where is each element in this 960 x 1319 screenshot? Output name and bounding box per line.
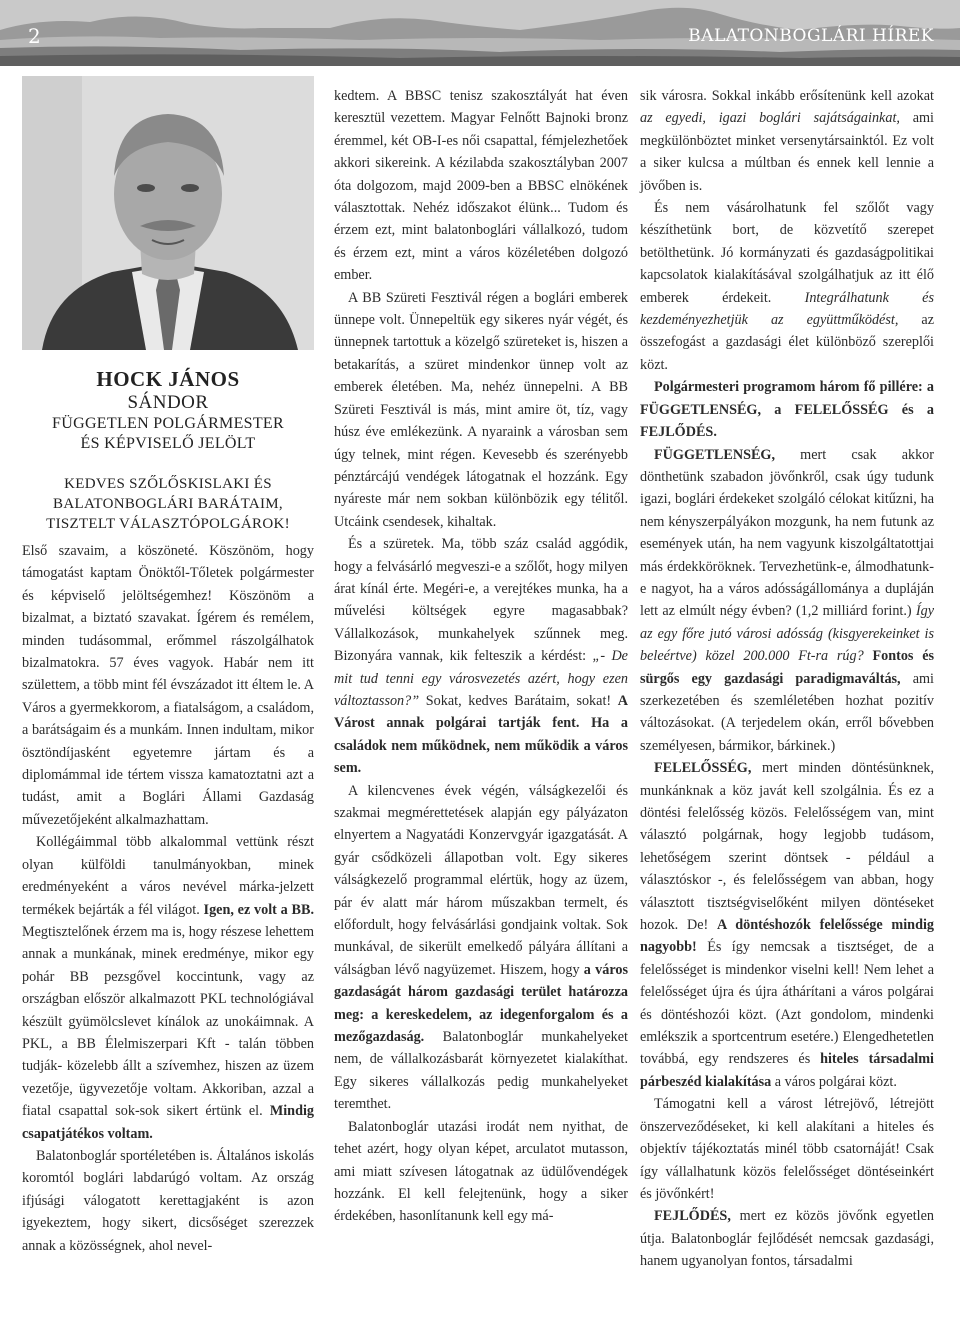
candidate-name-line2: SÁNDOR xyxy=(127,392,209,413)
italic-text: az egyedi, igazi boglári sajátságainkat, xyxy=(640,110,900,127)
paragraph xyxy=(640,85,934,197)
candidate-portrait-photo xyxy=(22,76,314,350)
text-run: mert ez közös jövőnk egyetlen útja. Balatonboglár fejlődését nemcsak gazdasági, hanem ugyanolyan fontos, társadalmi xyxy=(640,1208,934,1270)
paragraph: Első szavaim, a köszöneté. Köszönöm, hogy támogatást kaptam Önöktől-Tőletek polgármester és képviselő jelöltségemhez! Köszönöm a bizalmat, a biztató szavakat. Ígérem és remélem, minden tudásommal, erőmmel rászolgálhatok bizalmatokra. 57 éves vagyok. Habár nem itt születtem, a több mint fél évszázadot itt éltem le. A Város a gyermekkorom, a fiatalságom, a családom, a barátságaim és a munkám. Innen indultam, mikor ösztöndíjasként egyetemre jártam és a diplomámmal ide tértem vissza kamatoztatni azt a tudást, amit a Boglári Állami Gazdaság művezetőjeként alkalmazhattam. xyxy=(22,543,314,828)
text-run: mert csak akkor dönthetünk szabadon jövőnkről, csak úgy tudunk igazi, boglári érdekeket szolgáló célokat kitűzni, ha nem kényszerpályákon mozgunk, ha nem futunk az események után, ha nem vagyunk kiszolgáltatottjai más érdekköröknek. Tervezhetünk-e, álmodhatunk-e nagyot, ha a város adósságállománya a dupláján lett az elmúlt négy évben? (1,2 milliárd forint.) xyxy=(640,446,934,620)
greeting-line1: KEDVES SZŐLŐSKISLAKI ÉS xyxy=(64,476,272,492)
paragraph: Támogatni kell a várost létrejövő, létrejött önszerveződéseket, ki kell alakítani a hiteles és objektív tájékoztatás minél több csatornáját! Csak így vállalhatunk közös felelősséget döntéseinkért és jövőnkért! xyxy=(640,1096,934,1202)
article-column-2 xyxy=(334,85,628,1228)
candidate-role-line2: ÉS KÉPVISELŐ JELÖLT xyxy=(80,435,256,452)
candidate-name-line1: HOCK JÁNOS xyxy=(96,367,240,391)
paragraph xyxy=(640,197,934,376)
bold-text: Igen, ez volt a BB. xyxy=(203,901,314,918)
bold-text: Fontos és sürgős egy gazdasági paradigmaváltás, xyxy=(640,648,935,687)
bold-text: A Várost annak polgárai tartják fent. Ha a családok nem működnek, nem működik a város sem. xyxy=(334,692,628,777)
publication-title: BALATONBOGLÁRI HÍREK xyxy=(688,26,934,46)
text-run: Megtisztelőnek érzem ma is, hogy részese lehettem annak a munkának, minek eredménye, mikor egy pohár BB pezsgővel koccintunk, vagy az országban először alkalmazott PKL technológiával készült gyümölcslevet kínálok az unokáimnak. A PKL, a BB Élelmiszerpari Kft - talán többen tudják- közelebb állt a szívemhez, hiszen az üzem vezetője, ügyvezetője voltam. Akkoriban, azzal a fiatal csapattal sok-sok sikert értünk el. xyxy=(22,923,314,1120)
bold-text: A döntéshozók felelőssége mindig nagyobb! xyxy=(640,917,934,956)
paragraph xyxy=(22,831,314,1145)
candidate-role-line1: FÜGGETLEN POLGÁRMESTER xyxy=(52,415,284,432)
paragraph: Balatonboglár utazási irodát nem nyithat, de tehet azért, hogy olyan képet, arculatot mutasson, ami miatt szívesen látogatnak az üdülővendégek hozzánk. El kell felejtenünk, hogy a siker érdekében, hasonlítanunk kell egy má- xyxy=(334,1118,628,1225)
text-run: És a szüretek. Ma, több száz család aggódik, hogy a felvásárló megveszi-e a szőlőt, hogy milyen árat kínál érte. Megéri-e, a verejtékes munka, ha a művelési költségek egyre magasabbak? Vállalkozások, munkahelyek szűnnek meg. Bizonyára vannak, kik felteszik a kérdést: xyxy=(334,536,628,665)
text-run: És így nemcsak a tisztséget, de a felelősséget is mindenkor viselni kell! Nem lehet a felelősséget újra és újra áthárítani a város polgárai és döntéshozói közt. (Azt gondolom, mindenki emlékszik a sportcentrum esetére.) Elengedhetetlen továbbá, egy rendszeres és xyxy=(640,939,934,1068)
text-run: A kilencvenes évek végén, válságkezelői és szakmai megmérettetések alapján egy pályázaton elnyertem a Nagyatádi Konzervgyár igazgatását. A gyár csődközeli állapotban volt. Egy sikeres válságkezelő programmal elértük, hogy az üzem, pár év alatt már három műszakban termelt, és előfordult, hogy felvásárlási gondjaink voltak. Sok munkával, de sikerült emelkedő pályára állítani a válságban lévő nagyüzemet. Hiszem, hogy xyxy=(334,782,628,978)
candidate-block xyxy=(22,366,314,534)
paragraph xyxy=(334,533,628,779)
paragraph: Balatonboglár sportéletében is. Általános iskolás koromtól boglári labdarúgó voltam. Az ország ifjúsági válogatott kerettagjaként is azon igyekeztem, hogy sikert, dicsőséget szerezzek annak a közösségnek, ahol nevel- xyxy=(22,1147,314,1254)
program-pillars-heading: Polgármesteri programom három fő pillére: a FÜGGETLENSÉG, a FELELŐSSÉG és a FEJLŐDÉS. xyxy=(640,379,934,441)
text-run: Kollégáimmal több alkalommal vettünk részt olyan külföldi tanulmányokban, minek eredményeként a város nevével márka-jelzett termékek bejárták a fél világot. xyxy=(22,834,314,918)
text-run: sik városra. Sokkal inkább erősítenünk kell azokat xyxy=(640,88,934,104)
paragraph: A BB Szüreti Fesztivál régen a boglári emberek ünnepe volt. Ünnepeltük egy sikeres nyár végét, és ünnepnek tartottuk a közelgő szüreteket is, hiszen a betakarítás, a szüret mindenkor ünnep volt az emberek életében. Ma, nehéz ünnepelni. A BB Szüreti Fesztivál is más, mint amire öt, tíz, vagy húsz éve emlékezünk. A nyaraink a városban sem úgy telnek, mint régen. Kevesebb és szerényebb pénztárcájú vendégek látogatnak el hozzánk. Egy nyáreste már nem sokban különbözik egy télitől. Utcáink csendesek, kihaltak. xyxy=(334,289,628,530)
article-column-3 xyxy=(640,85,934,1273)
text-run: ami szerkezetében és szemléletében hozhat pozitív változásokat. (A terjedelem okán, erről bővebben személyesen, bármikor, bárkinek.) xyxy=(640,670,935,754)
text-run: Balatonboglár munkahelyeket nem, de vállalkozásbarát környezetet kialakíthat. Egy sikeres vállalkozás pedig munkahelyeket teremthet. xyxy=(334,1029,628,1113)
bold-text: FEJLŐDÉS, xyxy=(654,1208,731,1225)
header-banner xyxy=(0,0,960,66)
bold-text: a város gazdaságát három gazdasági terület határozza meg: a kereskedelem, az idegenforgalom és a mezőgazdaság. xyxy=(334,961,628,1046)
bold-text: FÜGGETLENSÉG, xyxy=(654,446,776,463)
paragraph: kedtem. A BBSC tenisz szakosztályát hat éven keresztül vezettem. Magyar Felnőtt Bajnoki bronz éremmel, két OB-I-es női csapattal, fémjelezhetőek akkori sikereink. A kézilabda szakosztályban 2007 óta dolgozom, majd 2009-ben a BBSC elnökének választottak. Nehéz időszakot élünk... Tudom és érzem ezt, mint balatonboglári vállalkozó, tudom és érzem ezt, mint a város közéletében dolgozó ember. xyxy=(334,88,628,284)
text-run: És nem vásárolhatunk fel szőlőt vagy készíthetünk bort, de közvetítő szerepet betölthetünk. Jó kormányzati és gazdaságpolitikai kapcsolatok kialakításával szolgálhatjuk az itt élő emberek érdekeit. xyxy=(640,200,934,306)
page-number: 2 xyxy=(28,24,41,48)
bold-text: Mindig csapatjátékos voltam. xyxy=(22,1103,314,1142)
italic-text: Így az egy főre jutó városi adósság (kisgyerekeinket is beleértve) közel 200.000 Ft-ra rúg? xyxy=(640,603,934,665)
text-run: a város polgárai közt. xyxy=(771,1073,897,1090)
bold-text: hiteles társadalmi párbeszéd kialakítása xyxy=(640,1051,934,1090)
text-run: az összefogást a gazdasági élet különböző szereplői közt. xyxy=(640,312,934,373)
italic-text: Integrálhatunk és kezdeményezhetjük az együttműködést, xyxy=(640,289,934,329)
paragraph xyxy=(334,780,628,1116)
text-run: mert minden döntésünknek, munkánknak a köz javát kell szolgálnia. És ez a döntési felelősség közös. Felelősségem van, mint választó polgárnak, hogy legjobb tudásom, lehetőségem szerint döntsek - például a választóskor -, és felelősségem van abban, hogy választott tisztségviselőként milyen döntéseket hozok. De! xyxy=(640,760,934,934)
paragraph xyxy=(640,444,934,758)
bold-text: FELELŐSSÉG, xyxy=(654,760,752,777)
greeting-line3: TISZTELT VÁLASZTÓPOLGÁROK! xyxy=(46,516,290,532)
text-run: Sokat, kedves Barátaim, sokat! xyxy=(419,692,618,709)
paragraph xyxy=(640,757,934,1093)
italic-quote: „- De mit tud tenni egy városvezetés azért, hogy ezen változtasson?” xyxy=(334,648,628,709)
article-column-1 xyxy=(22,540,314,1257)
greeting-line2: BALATONBOGLÁRI BARÁTAIM, xyxy=(53,496,283,512)
paragraph xyxy=(640,1205,934,1272)
text-run: ami megkülönböztet minket versenytársainktól. Ez volt a siker kulcsa a múltban és ennek kell lennie a jövőben is. xyxy=(640,110,934,194)
